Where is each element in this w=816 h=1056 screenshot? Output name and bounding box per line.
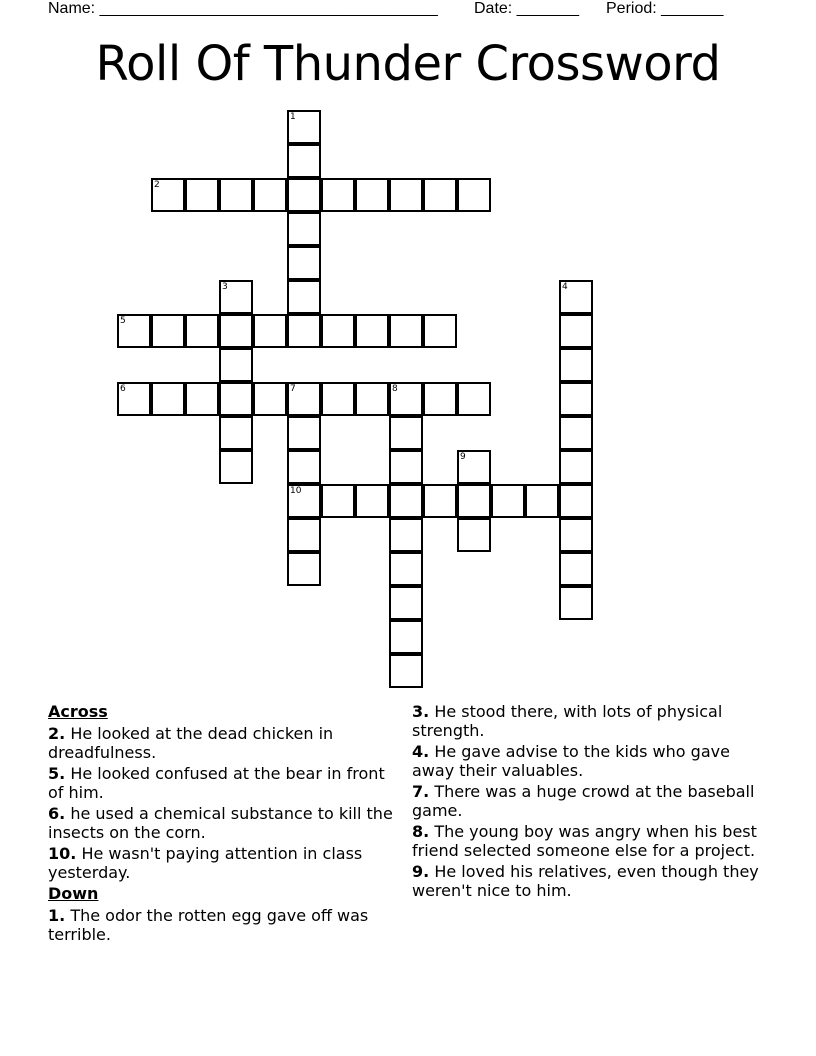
crossword-cell[interactable]: [389, 484, 423, 518]
crossword-cell[interactable]: [321, 484, 355, 518]
crossword-cell[interactable]: [287, 518, 321, 552]
crossword-cell[interactable]: [117, 382, 151, 416]
clue-down-7: [412, 782, 772, 820]
clue-down-4: [412, 742, 772, 780]
clue-start-number: 10: [290, 486, 302, 496]
crossword-cell[interactable]: [559, 348, 593, 382]
crossword-cell[interactable]: [219, 280, 253, 314]
clue-start-number: 8: [392, 384, 398, 394]
clue-start-number: 4: [562, 282, 568, 292]
crossword-cell[interactable]: [219, 178, 253, 212]
crossword-cell[interactable]: [423, 484, 457, 518]
crossword-cell[interactable]: [491, 484, 525, 518]
crossword-cell[interactable]: [117, 314, 151, 348]
crossword-cell[interactable]: [287, 314, 321, 348]
crossword-cell[interactable]: [389, 178, 423, 212]
clues-left-column: [48, 702, 398, 946]
clue-number: 9.: [412, 862, 430, 881]
crossword-cell[interactable]: [423, 382, 457, 416]
clue-across-10: [48, 844, 398, 882]
crossword-cell[interactable]: [219, 314, 253, 348]
clue-across-5: [48, 764, 398, 802]
clue-number: 3.: [412, 702, 430, 721]
name-field-label: Name: ______________________________________: [48, 0, 438, 17]
crossword-cell[interactable]: [559, 586, 593, 620]
clue-across-6: [48, 804, 398, 842]
crossword-cell[interactable]: [185, 178, 219, 212]
crossword-cell[interactable]: [287, 110, 321, 144]
crossword-cell[interactable]: [423, 178, 457, 212]
crossword-cell[interactable]: [287, 416, 321, 450]
crossword-cell[interactable]: [457, 518, 491, 552]
period-field-label: Period: _______: [606, 0, 724, 17]
clue-text: The odor the rotten egg gave off was terrible.: [48, 906, 369, 944]
crossword-cell[interactable]: [457, 484, 491, 518]
clue-start-number: 3: [222, 282, 228, 292]
crossword-cell[interactable]: [253, 382, 287, 416]
crossword-cell[interactable]: [457, 178, 491, 212]
clue-start-number: 7: [290, 384, 296, 394]
clue-down-3: [412, 702, 772, 740]
crossword-cell[interactable]: [185, 382, 219, 416]
crossword-cell[interactable]: [151, 382, 185, 416]
crossword-cell[interactable]: [559, 382, 593, 416]
crossword-cell[interactable]: [389, 382, 423, 416]
clue-number: 5.: [48, 764, 66, 783]
crossword-cell[interactable]: [321, 382, 355, 416]
crossword-cell[interactable]: [287, 144, 321, 178]
crossword-cell[interactable]: [559, 484, 593, 518]
clue-text: The young boy was angry when his best friend selected someone else for a project.: [412, 822, 757, 860]
crossword-cell[interactable]: [219, 382, 253, 416]
clue-start-number: 6: [120, 384, 126, 394]
crossword-cell[interactable]: [287, 382, 321, 416]
clue-down-1: [48, 906, 398, 944]
down-heading: Down: [48, 884, 99, 903]
clue-text: He stood there, with lots of physical strength.: [412, 702, 723, 740]
across-heading: Across: [48, 702, 108, 721]
crossword-cell[interactable]: [389, 314, 423, 348]
crossword-cell[interactable]: [423, 314, 457, 348]
clue-number: 10.: [48, 844, 77, 863]
clue-text: There was a huge crowd at the baseball game.: [412, 782, 755, 820]
clue-down-9: [412, 862, 772, 900]
crossword-cell[interactable]: [321, 178, 355, 212]
crossword-cell[interactable]: [389, 654, 423, 688]
crossword-cell[interactable]: [559, 552, 593, 586]
crossword-cell[interactable]: [219, 348, 253, 382]
crossword-cell[interactable]: [389, 450, 423, 484]
crossword-cell[interactable]: [457, 450, 491, 484]
crossword-cell[interactable]: [219, 450, 253, 484]
crossword-cell[interactable]: [287, 280, 321, 314]
clue-text: He looked at the dead chicken in dreadfulness.: [48, 724, 334, 762]
crossword-cell[interactable]: [287, 450, 321, 484]
clue-number: 6.: [48, 804, 66, 823]
clues-right-column: [412, 702, 772, 902]
clue-number: 7.: [412, 782, 430, 801]
clue-number: 1.: [48, 906, 66, 925]
crossword-cell[interactable]: [559, 450, 593, 484]
clue-text: He looked confused at the bear in front of him.: [48, 764, 385, 802]
crossword-cell[interactable]: [559, 416, 593, 450]
crossword-cell[interactable]: [287, 484, 321, 518]
crossword-cell[interactable]: [457, 382, 491, 416]
crossword-cell[interactable]: [253, 314, 287, 348]
clue-across-2: [48, 724, 398, 762]
crossword-cell[interactable]: [389, 586, 423, 620]
clue-start-number: 5: [120, 316, 126, 326]
clue-text: He gave advise to the kids who gave away their valuables.: [412, 742, 730, 780]
clue-down-8: [412, 822, 772, 860]
crossword-cell[interactable]: [389, 416, 423, 450]
clue-number: 8.: [412, 822, 430, 841]
date-field-label: Date: _______: [474, 0, 579, 17]
crossword-cell[interactable]: [253, 178, 287, 212]
crossword-cell[interactable]: [355, 484, 389, 518]
clue-start-number: 9: [460, 452, 466, 462]
crossword-cell[interactable]: [355, 178, 389, 212]
crossword-cell[interactable]: [559, 518, 593, 552]
crossword-cell[interactable]: [559, 280, 593, 314]
crossword-cell[interactable]: [151, 314, 185, 348]
crossword-cell[interactable]: [185, 314, 219, 348]
page-title: Roll Of Thunder Crossword: [95, 36, 721, 92]
clue-text: He loved his relatives, even though they weren't nice to him.: [412, 862, 759, 900]
clue-number: 4.: [412, 742, 430, 761]
clue-text: He wasn't paying attention in class yesterday.: [48, 844, 363, 882]
crossword-cell[interactable]: [287, 552, 321, 586]
clue-number: 2.: [48, 724, 66, 743]
crossword-cell[interactable]: [389, 518, 423, 552]
crossword-cell[interactable]: [287, 246, 321, 280]
crossword-cell[interactable]: [321, 314, 355, 348]
crossword-cell[interactable]: [355, 382, 389, 416]
crossword-cell[interactable]: [287, 212, 321, 246]
crossword-cell[interactable]: [525, 484, 559, 518]
crossword-cell[interactable]: [559, 314, 593, 348]
crossword-cell[interactable]: [389, 552, 423, 586]
clue-text: he used a chemical substance to kill the insects on the corn.: [48, 804, 393, 842]
crossword-cell[interactable]: [389, 620, 423, 654]
clue-start-number: 1: [290, 112, 296, 122]
crossword-cell[interactable]: [287, 178, 321, 212]
crossword-cell[interactable]: [355, 314, 389, 348]
crossword-cell[interactable]: [151, 178, 185, 212]
clue-start-number: 2: [154, 180, 160, 190]
crossword-cell[interactable]: [219, 416, 253, 450]
